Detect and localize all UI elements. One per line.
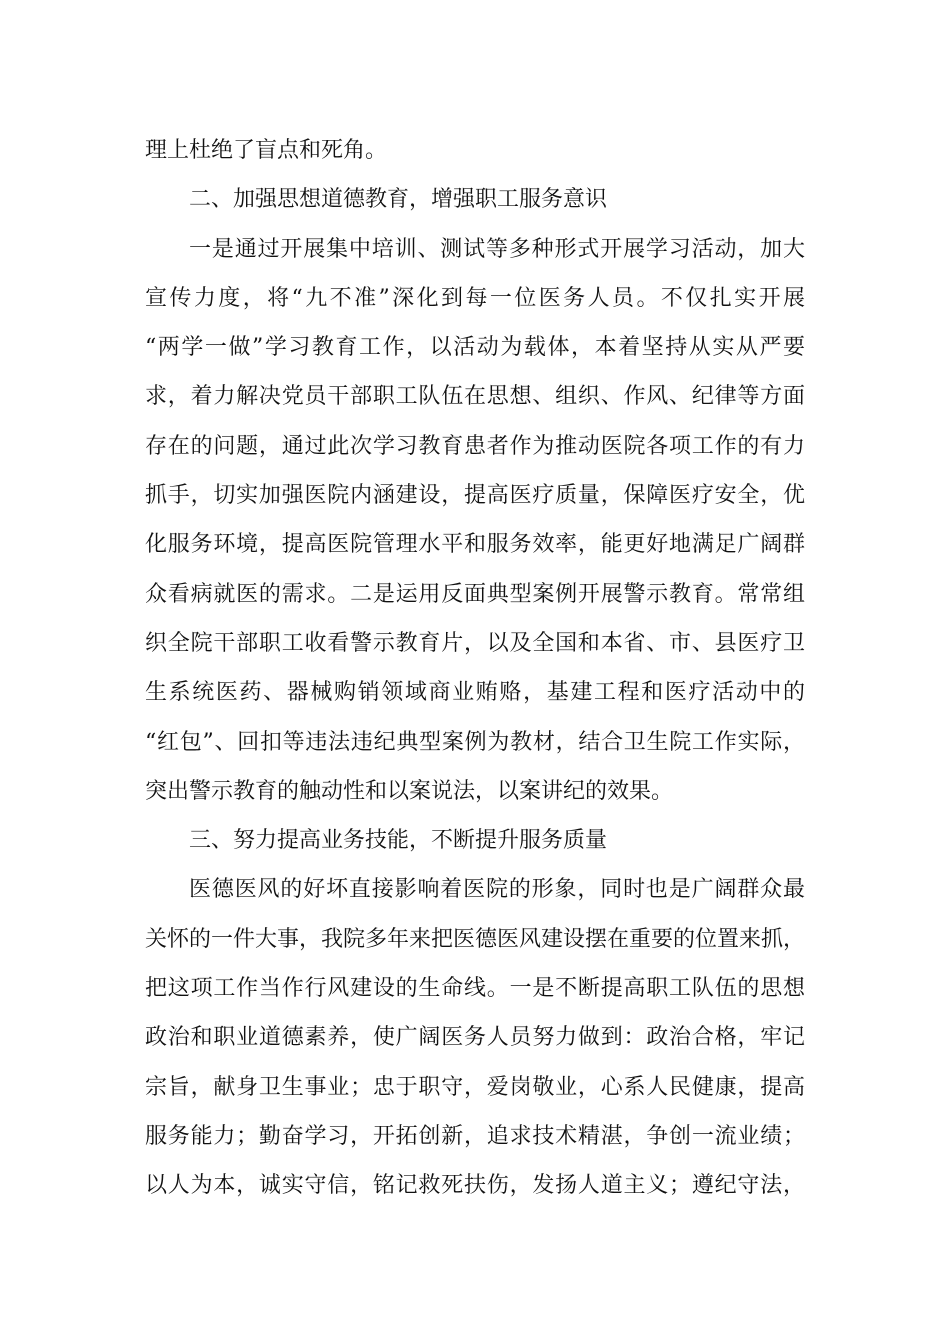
paragraph-line: 医德医风的好坏直接影响着医院的形象，同时也是广阔群众最: [189, 877, 805, 903]
paragraph-line: 抓手，切实加强医院内涵建设，提高医疗质量，保障医疗安全，优: [145, 483, 805, 509]
paragraph-line: 关怀的一件大事，我院多年来把医德医风建设摆在重要的位置来抓，: [145, 926, 806, 952]
paragraph-line: 服务能力；勤奋学习，开拓创新，追求技术精湛，争创一流业绩；: [145, 1123, 805, 1149]
paragraph-line: 以人为本，诚实守信，铭记救死扶伤，发扬人道主义；遵纪守法，: [145, 1173, 805, 1199]
paragraph-line: 政治和职业道德素养，使广阔医务人员努力做到：政治合格，牢记: [145, 1025, 805, 1051]
paragraph-line: 把这项工作当作行风建设的生命线。一是不断提高职工队伍的思想: [145, 976, 805, 1002]
paragraph-line: 织全院干部职工收看警示教育片，以及全国和本省、市、县医疗卫: [145, 630, 805, 656]
paragraph-line: 理上杜绝了盲点和死角。: [145, 138, 388, 163]
paragraph-line: 化服务环境，提高医院管理水平和服务效率，能更好地满足广阔群: [145, 532, 805, 558]
section-heading: 二、加强思想道德教育，增强职工服务意识: [189, 187, 608, 213]
paragraph-line: 求，着力解决党员干部职工队伍在思想、组织、作风、纪律等方面: [145, 384, 805, 410]
document-body: [145, 126, 805, 1211]
section-heading: 三、努力提高业务技能，不断提升服务质量: [189, 828, 608, 854]
paragraph-line: 宗旨，献身卫生事业；忠于职守，爱岗敬业，心系人民健康，提高: [145, 1074, 805, 1100]
paragraph-line: 宣传力度，将“九不准”深化到每一位医务人员。不仅扎实开展: [145, 285, 805, 311]
paragraph-line: 一是通过开展集中培训、测试等多种形式开展学习活动，加大: [189, 236, 805, 262]
paragraph-line: “红包”、回扣等违法违纪典型案例为教材，结合卫生院工作实际，: [145, 729, 805, 755]
paragraph-line: 存在的问题，通过此次学习教育患者作为推动医院各项工作的有力: [145, 433, 805, 459]
paragraph-line: “两学一做”学习教育工作，以活动为载体，本着坚持从实从严要: [145, 335, 805, 361]
paragraph-line: 突出警示教育的触动性和以案说法，以案讲纪的效果。: [145, 778, 674, 804]
paragraph-line: 众看病就医的需求。二是运用反面典型案例开展警示教育。常常组: [145, 581, 805, 607]
paragraph-line: 生系统医药、器械购销领域商业贿赂，基建工程和医疗活动中的: [145, 680, 805, 706]
